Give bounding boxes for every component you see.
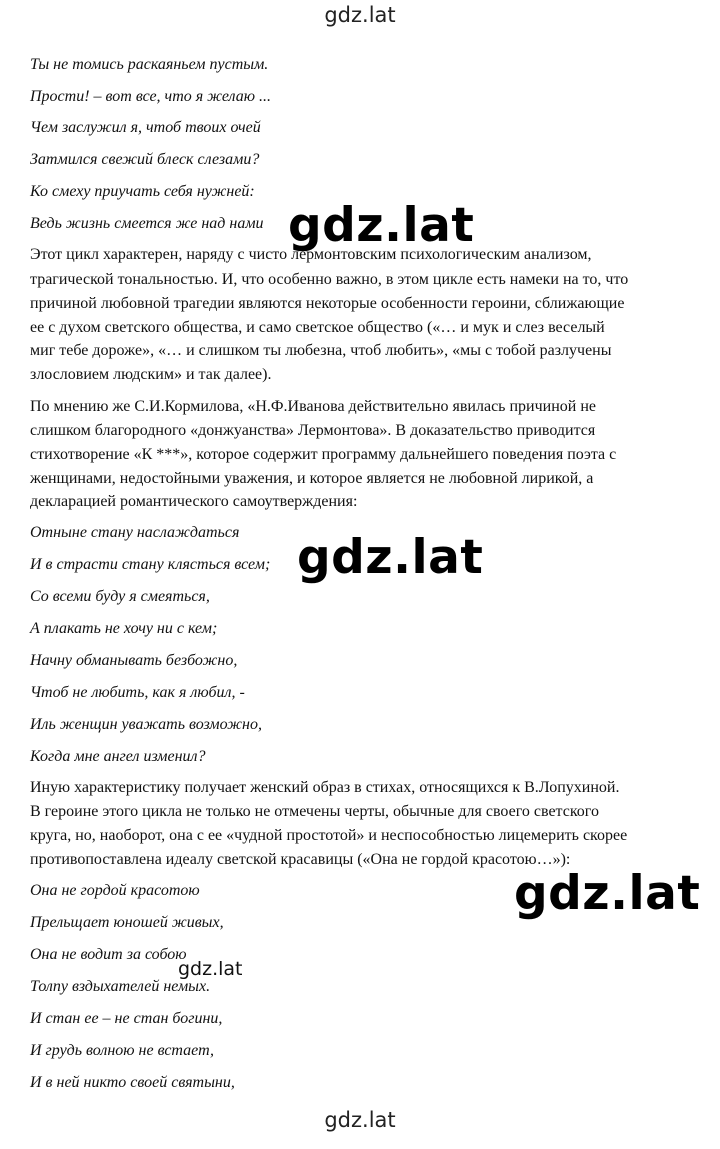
verse-line: Чем заслужил я, чтоб твоих очей [30, 119, 261, 136]
watermark-bottom: gdz.lat [324, 1108, 396, 1132]
verse-line: Со всеми буду я смеяться, [30, 588, 210, 605]
paragraph-line: Этот цикл характерен, наряду с чисто лермонтовским психологическим анализом, [30, 246, 592, 263]
verse-line: Когда мне ангел изменил? [30, 748, 206, 765]
paragraph-line: противопоставлена идеалу светской красавицы («Она не гордой красотою…»): [30, 851, 571, 868]
verse-line: Начну обманывать безбожно, [30, 652, 238, 669]
verse-line: И в ней никто своей святыни, [30, 1074, 235, 1091]
verse-line: Прости! – вот все, что я желаю ... [30, 88, 272, 105]
verse-line: И в страсти стану клясться всем; [30, 556, 271, 573]
watermark-large: gdz.lat [297, 530, 484, 585]
verse-line: И грудь волною не встает, [30, 1042, 215, 1059]
paragraph-line: Иную характеристику получает женский образ в стихах, относящихся к В.Лопухиной. [30, 779, 620, 796]
verse-line: Она не гордой красотою [30, 882, 200, 899]
verse-line: Она не водит за собою [30, 946, 187, 963]
verse-line: Чтоб не любить, как я любил, - [30, 684, 245, 701]
paragraph-line: По мнению же С.И.Кормилова, «Н.Ф.Иванова действительно явилась причиной не [30, 398, 596, 415]
verse-line: Прельщает юношей живых, [30, 914, 224, 931]
watermark-large: gdz.lat [514, 866, 701, 921]
paragraph-line: злословием людским» и так далее). [30, 366, 272, 383]
verse-line: Ты не томись раскаяньем пустым. [30, 56, 269, 73]
verse-line: А плакать не хочу ни с кем; [30, 620, 218, 637]
verse-line: И стан ее – не стан богини, [30, 1010, 223, 1027]
verse-line: Отныне стану наслаждаться [30, 524, 240, 541]
paragraph-line: миг тебе дороже», «… и слишком ты любезна, чтоб любить», «мы с тобой разлучены [30, 342, 612, 359]
verse-line: Иль женщин уважать возможно, [30, 716, 262, 733]
paragraph-line: стихотворение «К ***», которое содержит программу дальнейшего поведения поэта с [30, 446, 617, 463]
paragraph-line: трагической тональностью. И, что особенно важно, в этом цикле есть намеки на то, что [30, 271, 629, 288]
paragraph-line: круга, но, наоборот, она с ее «чудной простотой» и неспособностью лицемерить скорее [30, 827, 628, 844]
paragraph-line: причиной любовной трагедии являются некоторые особенности героини, сближающие [30, 295, 625, 312]
paragraph-line: ее с духом светского общества, и само светское общество («… и мук и слез веселый [30, 319, 605, 336]
verse-line: Толпу вздыхателей немых. [30, 978, 211, 995]
verse-line: Ведь жизнь смеется же над нами [30, 215, 264, 232]
watermark-large: gdz.lat [288, 198, 475, 253]
verse-line: Затмился свежий блеск слезами? [30, 151, 260, 168]
paragraph-line: декларацией романтического самоутверждения: [30, 493, 358, 510]
watermark-small: gdz.lat [178, 958, 243, 980]
watermark-top: gdz.lat [324, 3, 396, 27]
paragraph-line: женщинами, недостойными уважения, и которое является не любовной лирикой, а [30, 470, 594, 487]
paragraph-line: В героине этого цикла не только не отмечены черты, обычные для своего светского [30, 803, 599, 820]
verse-line: Ко смеху приучать себя нужней: [30, 183, 255, 200]
paragraph-line: слишком благородного «донжуанства» Лермонтова». В доказательство приводится [30, 422, 596, 439]
